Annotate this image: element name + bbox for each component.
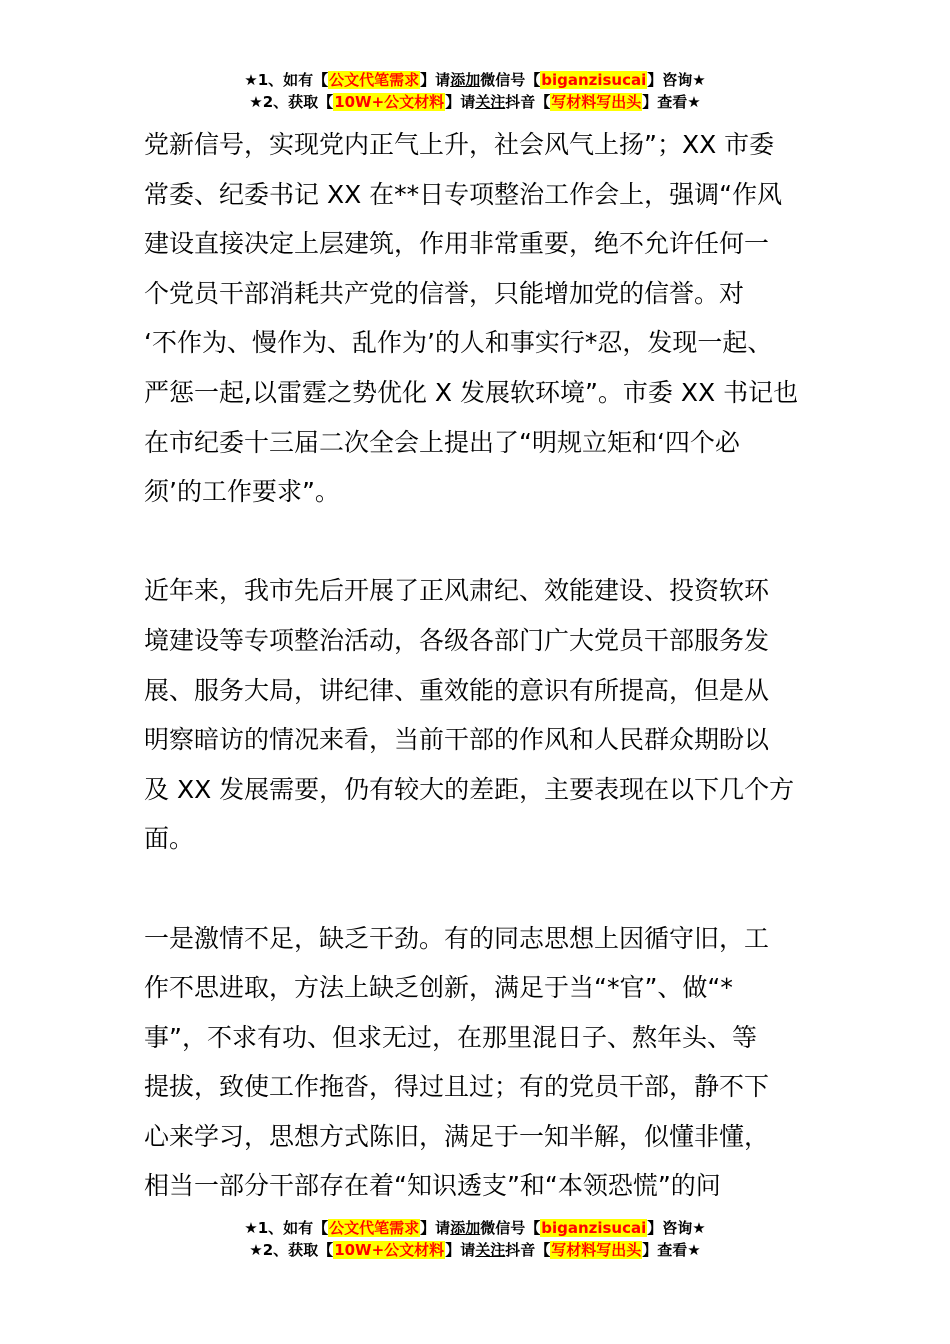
banner-text: 】请 — [420, 71, 451, 89]
banner-text: 】查看★ — [642, 1241, 701, 1259]
paragraph-line: 一是激情不足，缺乏干劲。有的同志思想上因循守旧，工 — [144, 923, 770, 953]
paragraph-line: 个党员干部消耗共产党的信誉，只能增加党的信誉。对 — [144, 278, 745, 308]
banner-highlight: 公文代笔需求 — [329, 71, 420, 89]
paragraph — [144, 914, 824, 1212]
banner-highlight: 公文代笔需求 — [329, 1219, 420, 1237]
paragraph-line: 常委、纪委书记 XX 在**日专项整治工作会上，强调“作风 — [144, 179, 783, 209]
banner-line-2 — [0, 1239, 950, 1261]
banner-text: 抖音【 — [505, 1241, 551, 1259]
banner-line-1 — [0, 1217, 950, 1239]
paragraph-line: 须’的工作要求”。 — [144, 477, 340, 507]
paragraph — [144, 120, 824, 517]
banner-text: 抖音【 — [505, 93, 551, 111]
banner-text: 】请 — [445, 93, 476, 111]
banner-emphasis: 关注 — [475, 1241, 506, 1259]
paragraph-line: 面。 — [144, 824, 195, 854]
paragraph-line: 作不思进取，方法上缺乏创新，满足于当“*官”、做“* — [144, 973, 733, 1003]
banner-text: 】查看★ — [642, 93, 701, 111]
paragraph-line: 心来学习，思想方式陈旧，满足于一知半解，似懂非懂， — [144, 1121, 770, 1151]
paragraph-line: 严惩一起,以雷霆之势优化 X 发展软环境”。市委 XX 书记也 — [144, 377, 799, 407]
paragraph-gap — [144, 864, 824, 914]
banner-text: ★1、如有【 — [244, 71, 329, 89]
document-body — [144, 120, 824, 1211]
banner-text: ★2、获取【 — [249, 93, 334, 111]
paragraph-line: 近年来，我市先后开展了正风肃纪、效能建设、投资软环 — [144, 576, 770, 606]
banner-text: ★2、获取【 — [249, 1241, 334, 1259]
paragraph-line: ‘不作为、慢作为、乱作为’的人和事实行*忍，发现一起、 — [144, 328, 773, 358]
banner-emphasis: 添加 — [450, 1219, 481, 1237]
banner-highlight: 10W+公文材料 — [334, 93, 445, 111]
paragraph-line: 建设直接决定上层建筑，作用非常重要，绝不允许任何一 — [144, 229, 770, 259]
banner-text: 微信号【 — [480, 71, 541, 89]
banner-highlight: 写材料写出头 — [551, 93, 642, 111]
paragraph-line: 展、服务大局，讲纪律、重效能的意识有所提高，但是从 — [144, 675, 770, 705]
paragraph-line: 事”，不求有功、但求无过，在那里混日子、熬年头、等 — [144, 1022, 757, 1052]
footer-banner — [0, 1217, 950, 1261]
paragraph-line: 在市纪委十三届二次全会上提出了“明规立矩和‘四个必 — [144, 427, 740, 457]
banner-highlight: 10W+公文材料 — [334, 1241, 445, 1259]
banner-text: 】咨询★ — [647, 71, 706, 89]
paragraph — [144, 566, 824, 864]
paragraph-line: 相当一部分干部存在着“知识透支”和“本领恐慌”的问 — [144, 1171, 721, 1201]
banner-text: 微信号【 — [480, 1219, 541, 1237]
paragraph-line: 及 XX 发展需要，仍有较大的差距，主要表现在以下几个方 — [144, 774, 795, 804]
banner-line-2 — [0, 91, 950, 113]
paragraph-gap — [144, 517, 824, 567]
banner-highlight: biganzisucai — [541, 71, 647, 89]
banner-text: 】咨询★ — [647, 1219, 706, 1237]
banner-emphasis: 关注 — [475, 93, 506, 111]
banner-text: 】请 — [445, 1241, 476, 1259]
paragraph-line: 党新信号，实现党内正气上升，社会风气上扬”；XX 市委 — [144, 130, 775, 159]
banner-highlight: biganzisucai — [541, 1219, 647, 1237]
banner-line-1 — [0, 69, 950, 91]
banner-text: 】请 — [420, 1219, 451, 1237]
banner-emphasis: 添加 — [450, 71, 481, 89]
paragraph-line: 境建设等专项整治活动，各级各部门广大党员干部服务发 — [144, 625, 770, 655]
paragraph-line: 提拔，致使工作拖沓，得过且过；有的党员干部，静不下 — [144, 1072, 770, 1102]
banner-highlight: 写材料写出头 — [551, 1241, 642, 1259]
paragraph-line: 明察暗访的情况来看，当前干部的作风和人民群众期盼以 — [144, 725, 770, 755]
banner-text: ★1、如有【 — [244, 1219, 329, 1237]
header-banner — [0, 69, 950, 113]
